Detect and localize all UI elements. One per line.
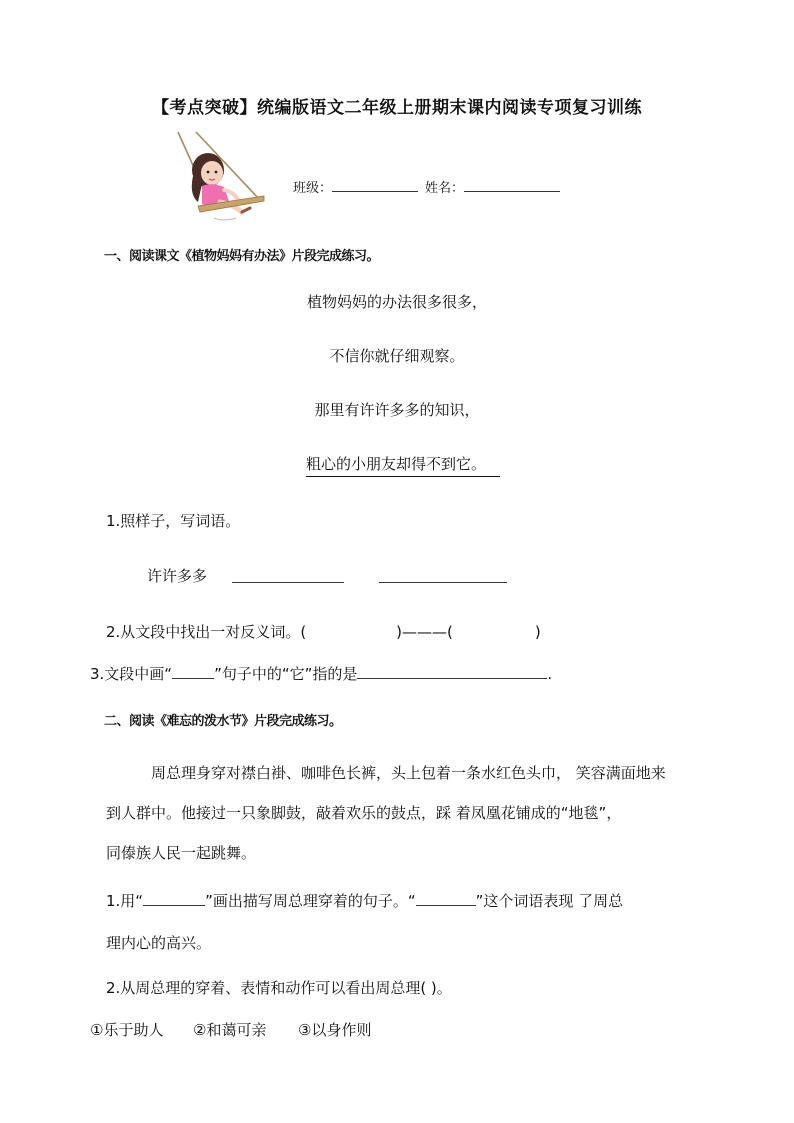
passage-line: 同傣族人民一起跳舞。 (106, 844, 257, 862)
s2-question-2: 2.从周总理的穿着、表情和动作可以看出周总理( )。 (106, 979, 452, 997)
class-label: 班级： (293, 181, 333, 196)
s2-question-1-continued: 理内心的高兴。 (106, 934, 212, 952)
class-field[interactable] (293, 177, 418, 196)
s1-q3-mark-blank[interactable] (172, 664, 214, 679)
s1-question-3 (90, 663, 552, 684)
poem-line: 不信你就仔细观察。 (329, 347, 465, 365)
s2-q1-mark-blank[interactable] (143, 891, 205, 906)
passage-line: 周总理身穿对襟白褂、咖啡色长裤，头上包着一条水红色头巾， 笑容满面地来 (151, 764, 666, 782)
s1-q1-answer-blank-2[interactable] (379, 566, 507, 583)
s2-q1-word-blank[interactable] (416, 891, 476, 906)
s1-q1-example: 许许多多 (147, 567, 208, 585)
s1-question-2 (106, 621, 541, 642)
section2-heading: 二、阅读《难忘的泼水节》片段完成练习。 (104, 714, 342, 729)
poem-line: 那里有许许多多的知识， (314, 401, 480, 419)
s1-q3-end: . (547, 665, 553, 683)
section1-heading: 一、阅读课文《植物妈妈有办法》片段完成练习。 (104, 249, 380, 264)
poem-line: 植物妈妈的办法很多很多， (306, 293, 487, 311)
name-label: 姓名： (425, 181, 465, 196)
s2-option-1[interactable]: ①乐于助人 (90, 1021, 164, 1039)
poem-line-underlined: 粗心的小朋友却得不到它。 (306, 453, 500, 477)
girl-on-swing-illustration (168, 130, 268, 228)
s1-q3-start: 3.文段中画“ (90, 665, 173, 683)
s1-question-1: 1.照样子，写词语。 (106, 512, 241, 530)
s1-q3-middle: ”句子中的“它”指的是 (214, 665, 358, 683)
s1-q1-answer-blank-1[interactable] (232, 566, 344, 583)
s2-option-2[interactable]: ②和蔼可亲 (193, 1021, 267, 1039)
page-title: 【考点突破】统编版语文二年级上册期末课内阅读专项复习训练 (152, 98, 642, 118)
passage-line: 到人群中。他接过一只象脚鼓，敲着欢乐的鼓点，踩 着凤凰花铺成的“地毯”， (106, 804, 622, 822)
s2-q1-a: 1.用“ (106, 892, 144, 910)
s2-q1-b: ”画出描写周总理穿着的句子。“ (205, 892, 416, 910)
s2-question-1 (106, 890, 623, 911)
s1-q2-end: ) (534, 623, 541, 641)
s2-q1-c: ”这个词语表现 了周总 (475, 892, 624, 910)
class-blank[interactable] (332, 179, 418, 192)
name-blank[interactable] (464, 179, 560, 192)
s1-q2-start: 2.从文段中找出一对反义词。( (106, 623, 307, 641)
s1-q2-middle: )———( (396, 623, 453, 641)
s2-option-3[interactable]: ③以身作则 (298, 1021, 372, 1039)
s1-q3-answer-blank[interactable] (357, 664, 547, 679)
name-field[interactable] (425, 177, 560, 196)
